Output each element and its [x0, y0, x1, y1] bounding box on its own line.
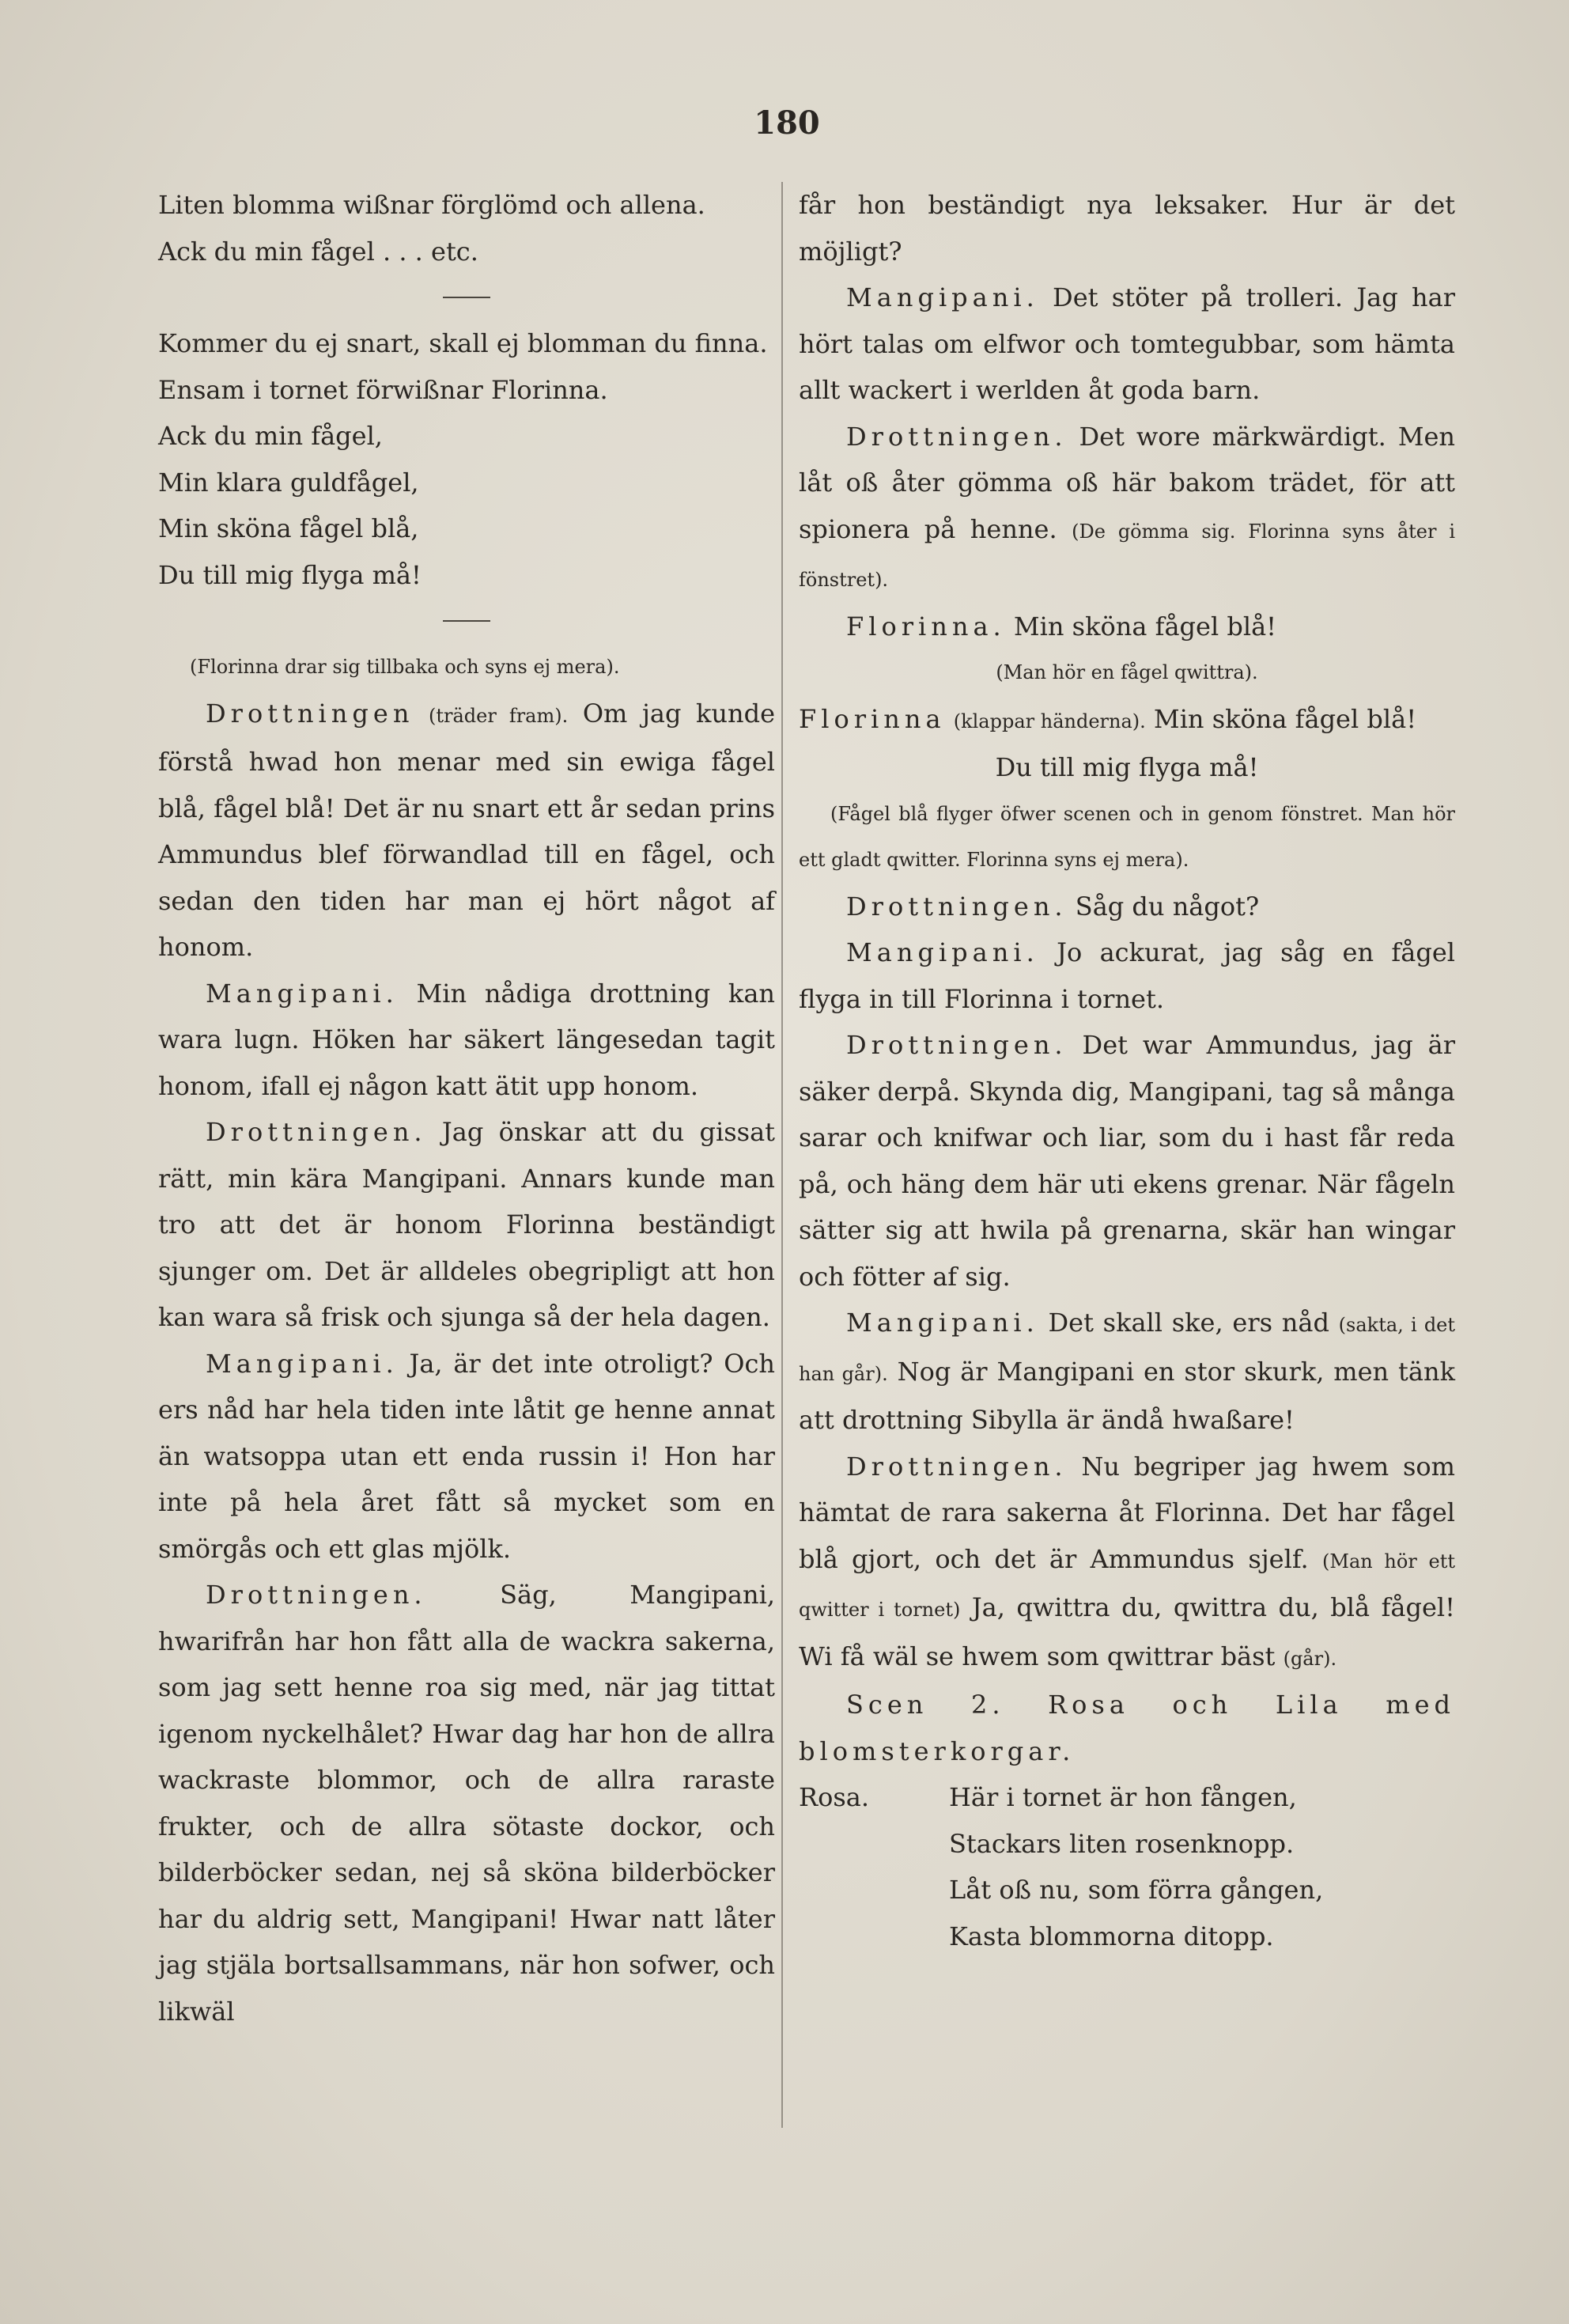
verse-line: Kasta blommorna ditopp. — [949, 1921, 1274, 1951]
dialogue-text: Min sköna fågel blå! — [1013, 611, 1276, 642]
dialogue-paragraph — [158, 971, 775, 1110]
verse-line: Du till mig flyga må! — [995, 752, 1259, 782]
speaker-name: Drottningen — [206, 698, 414, 729]
stage-direction: (Fågel blå flyger öfwer scenen och in genom fönstret. Man hör ett gladt qwitter. Florinna syns ej mera). — [799, 802, 1455, 871]
speaker-name: Drottningen. — [846, 1030, 1068, 1060]
speaker-name: Drottningen. — [846, 1451, 1068, 1482]
speaker-name: Mangipani. — [206, 1348, 399, 1379]
dialogue-paragraph — [799, 929, 1455, 1022]
dialogue-paragraph — [158, 1572, 775, 2034]
right-column — [799, 182, 1455, 1959]
dialogue-text: Det stöter på trolleri. Jag har hört talas om elfwor och tomtegubbar, som hämta allt wackert i werlden åt goda barn. — [799, 282, 1455, 405]
dialogue-paragraph — [799, 1300, 1455, 1444]
verse-line: Min sköna fågel blå, — [158, 513, 419, 543]
dialogue-text: Nog är Mangipani en stor skurk, men tänk att drottning Sibylla är ändå hwaßare! — [799, 1356, 1455, 1435]
dialogue-paragraph: får hon beständigt nya leksaker. Hur är det möjligt? — [799, 190, 1455, 267]
speaker-name: Drottningen. — [846, 421, 1068, 452]
stage-direction: (sakta, i det han går). — [799, 1314, 1456, 1385]
stage-direction: (De gömma sig. Florinna syns åter i fönstret). — [799, 520, 1456, 591]
column-divider — [781, 182, 783, 2128]
dialogue-text: Ja, qwittra du, qwittra du, blå fågel! Wi få wäl se hwem som qwittrar bäst — [799, 1592, 1456, 1671]
dialogue-text: Det war Ammundus, jag är säker derpå. Skynda dig, Mangipani, tag så många sarar och knifwar och liar, som du i hast får reda på, och häng dem här uti ekens grenar. När fågeln sätter sig att hwila på grenarna, skär han wingar och fötter af sig. — [799, 1030, 1456, 1292]
left-column — [158, 182, 775, 2034]
speaker-name: Mangipani. — [846, 937, 1039, 967]
speaker-name: Mangipani. — [846, 282, 1039, 312]
stage-direction: (Man hör ett qwitter i tornet) — [799, 1550, 1456, 1621]
verse-line: Ack du min fågel . . . etc. — [158, 236, 478, 267]
stage-direction: (träder fram). — [428, 704, 569, 727]
dialogue-text: Min nådiga drottning kan wara lugn. Höken har säkert längesedan tagit honom, ifall ej någon katt ätit upp honom. — [158, 978, 776, 1101]
speaker-name: Drottningen. — [206, 1117, 427, 1147]
dialogue-paragraph — [799, 1022, 1455, 1300]
dialogue-paragraph — [799, 1444, 1455, 1682]
dialogue-text: Såg du något? — [1075, 891, 1260, 922]
speaker-name: Florinna. — [846, 611, 1006, 642]
dialogue-paragraph — [158, 1341, 775, 1573]
stage-direction: (Man hör en fågel qwittra). — [996, 661, 1258, 683]
speaker-name: Mangipani. — [206, 978, 399, 1009]
dialogue-text: Min sköna fågel blå! — [1153, 703, 1417, 734]
dialogue-text: Det wore märkwärdigt. Men låt oß åter gömma oß här bakom trädet, för att spionera på henne. — [799, 421, 1456, 544]
dialogue-paragraph — [158, 691, 775, 971]
verse-line: Min klara guldfågel, — [158, 467, 419, 498]
page-number: 180 — [754, 104, 820, 142]
dialogue-text: Jag önskar att du gissat rätt, min kära Mangipani. Annars kunde man tro att det är honom Florinna beständigt sjunger om. Det är alldeles obegripligt att hon kan wara så frisk och sjunga så der hela dagen. — [158, 1117, 775, 1332]
verse-line: Kommer du ej snart, skall ej blomman du finna. — [158, 328, 768, 358]
dialogue-paragraph — [158, 1109, 775, 1341]
speaker-name: Mangipani. — [846, 1308, 1039, 1338]
scene-heading: Scen 2. Rosa och Lila med blomsterkorgar. — [799, 1690, 1455, 1766]
verse-line: Låt oß nu, som förra gången, — [949, 1875, 1324, 1905]
dialogue-paragraph — [799, 884, 1455, 930]
dialogue-text: Ja, är det inte otroligt? Och ers nåd har hela tiden inte låtit ge henne annat än watsoppa utan ett enda russin i! Hon har inte på hela året fått så mycket som en smörgås och ett glas mjölk. — [158, 1348, 776, 1564]
verse-line: Här i tornet är hon fången, — [949, 1782, 1297, 1812]
section-rule — [443, 620, 490, 622]
dialogue-paragraph — [799, 604, 1455, 650]
section-rule — [443, 297, 490, 298]
song-lines — [949, 1774, 1455, 1959]
dialogue-text: Det skall ske, ers nåd — [1048, 1308, 1329, 1338]
verse-line: Stackars liten rosenknopp. — [949, 1828, 1295, 1859]
speaker-name: Florinna — [799, 703, 946, 734]
dialogue-paragraph — [799, 696, 1455, 745]
dialogue-text: Om jag kunde förstå hwad hon menar med sin ewiga fågel blå, fågel blå! Det är nu snart ett år sedan prins Ammundus blef förwandlad till en fågel, och sedan den tiden har man ej hört något af honom. — [158, 698, 776, 962]
dialogue-paragraph — [799, 274, 1455, 414]
verse-line: Liten blomma wißnar förglömd och allena. — [158, 190, 705, 220]
verse-line: Ensam i tornet förwißnar Florinna. — [158, 374, 608, 405]
speaker-name: Drottningen. — [846, 891, 1068, 922]
speaker-name: Rosa. — [799, 1782, 870, 1812]
verse-line: Du till mig flyga må! — [158, 559, 422, 590]
verse-line: Ack du min fågel, — [158, 421, 383, 451]
dialogue-text: Jo ackurat, jag såg en fågel flyga in till Florinna i tornet. — [799, 937, 1455, 1014]
speaker-name: Drottningen. — [206, 1580, 427, 1610]
dialogue-paragraph — [799, 414, 1455, 604]
dialogue-text: Nu begriper jag hwem som hämtat de rara sakerna åt Florinna. Det har fågel blå gjort, och det är Ammundus sjelf. — [799, 1451, 1456, 1574]
stage-direction: (går). — [1283, 1647, 1337, 1670]
dialogue-text: Säg, Mangipani, hwarifrån har hon fått alla de wackra sakerna, som jag sett henne roa sig med, när jag tittat igenom nyckelhålet? Hwar dag har hon de allra wackraste blommor, och de allra raraste frukter, och de allra sötaste dockor, och bilderböcker sedan, nej så sköna bilderböcker har du aldrig sett, Mangipani! Hwar natt låter jag stjäla bortsallsammans, när hon sofwer, och likwäl — [158, 1580, 775, 2027]
stage-direction: (klappar händerna). — [953, 710, 1146, 732]
song-block — [799, 1774, 1455, 1959]
stage-direction: (Florinna drar sig tillbaka och syns ej mera). — [190, 656, 620, 678]
